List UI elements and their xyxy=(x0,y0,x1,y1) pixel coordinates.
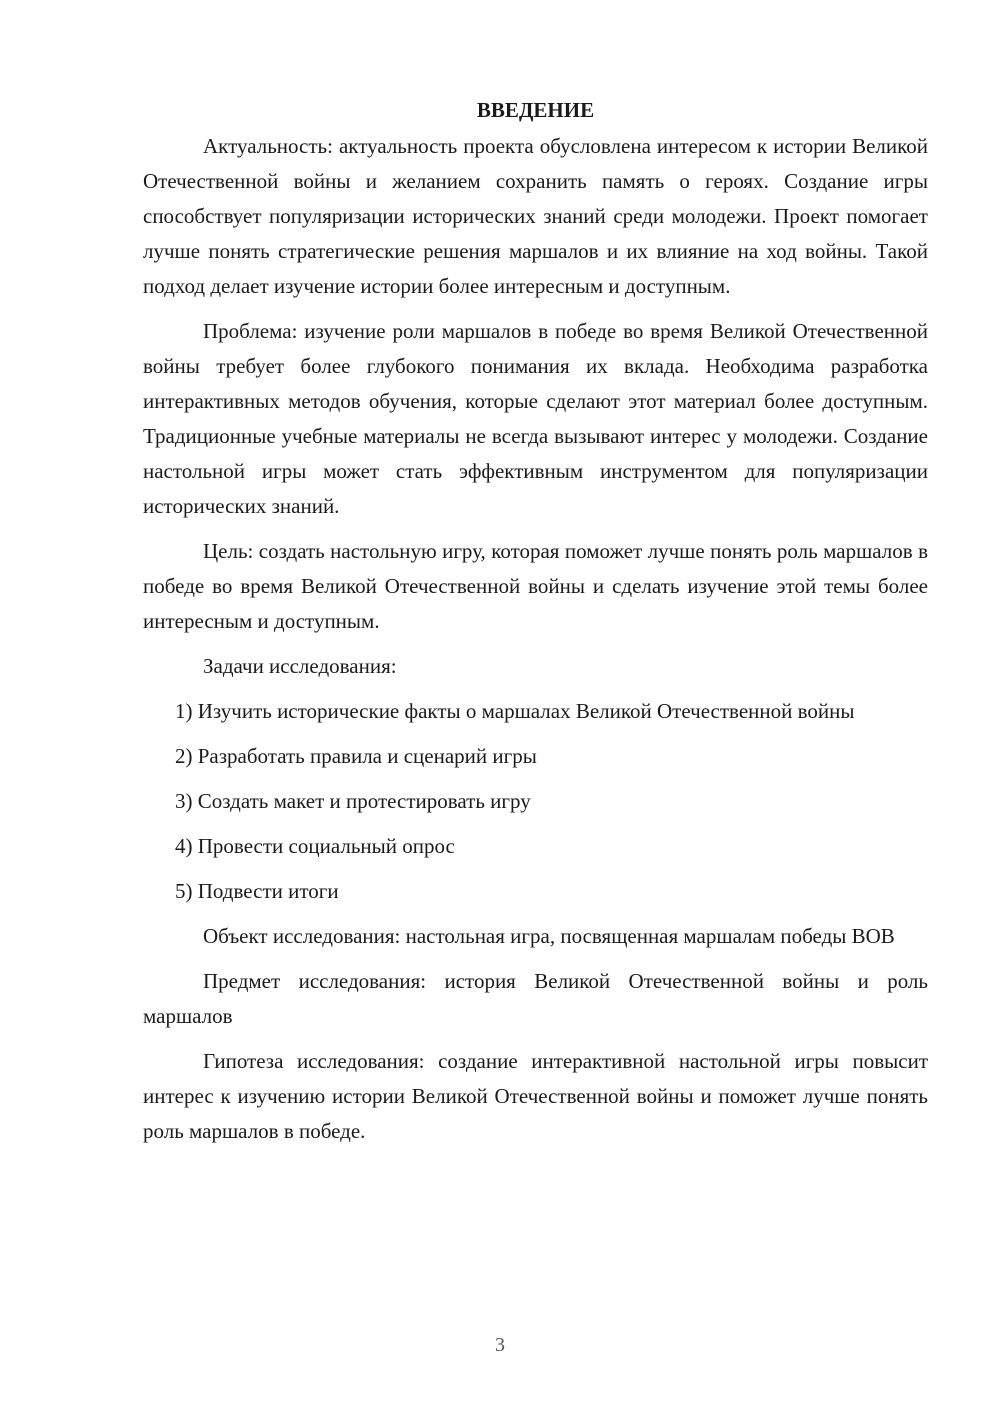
paragraph-relevance: Актуальность: актуальность проекта обусловлена интересом к истории Великой Отечественной войны и желанием сохранить память о героях. Создание игры способствует популяризации исторических знаний среди молодежи. Проект помогает лучше понять стратегические решения маршалов и их влияние на ход войны. Такой подход делает изучение истории более интересным и доступным. xyxy=(143,134,928,298)
task-item-2: 2) Разработать правила и сценарий игры xyxy=(175,744,537,768)
paragraph-object: Объект исследования: настольная игра, посвященная маршалам победы ВОВ xyxy=(203,924,895,948)
paragraph-goal: Цель: создать настольную игру, которая поможет лучше понять роль маршалов в победе во время Великой Отечественной войны и сделать изучение этой темы более интересным и доступным. xyxy=(143,539,928,633)
paragraph-problem: Проблема: изучение роли маршалов в победе во время Великой Отечественной войны требует более глубокого понимания их вклада. Необходима разработка интерактивных методов обучения, которые сделают этот материал более доступным. Традиционные учебные материалы не всегда вызывают интерес у молодежи. Создание настольной игры может стать эффективным инструментом для популяризации исторических знаний. xyxy=(143,319,928,518)
paragraph-subject: Предмет исследования: история Великой Отечественной войны и роль маршалов xyxy=(143,969,928,1028)
task-item-3: 3) Создать макет и протестировать игру xyxy=(175,789,531,813)
document-page xyxy=(143,94,928,1159)
page-number: 3 xyxy=(495,1334,505,1356)
task-item-4: 4) Провести социальный опрос xyxy=(175,834,455,858)
paragraph-hypothesis: Гипотеза исследования: создание интерактивной настольной игры повысит интерес к изучению истории Великой Отечественной войны и поможет лучше понять роль маршалов в победе. xyxy=(143,1049,928,1143)
section-heading: ВВЕДЕНИЕ xyxy=(476,98,595,122)
task-item-1: 1) Изучить исторические факты о маршалах Великой Отечественной войны xyxy=(175,699,855,723)
tasks-title: Задачи исследования: xyxy=(203,654,397,678)
task-item-5: 5) Подвести итоги xyxy=(175,879,339,903)
